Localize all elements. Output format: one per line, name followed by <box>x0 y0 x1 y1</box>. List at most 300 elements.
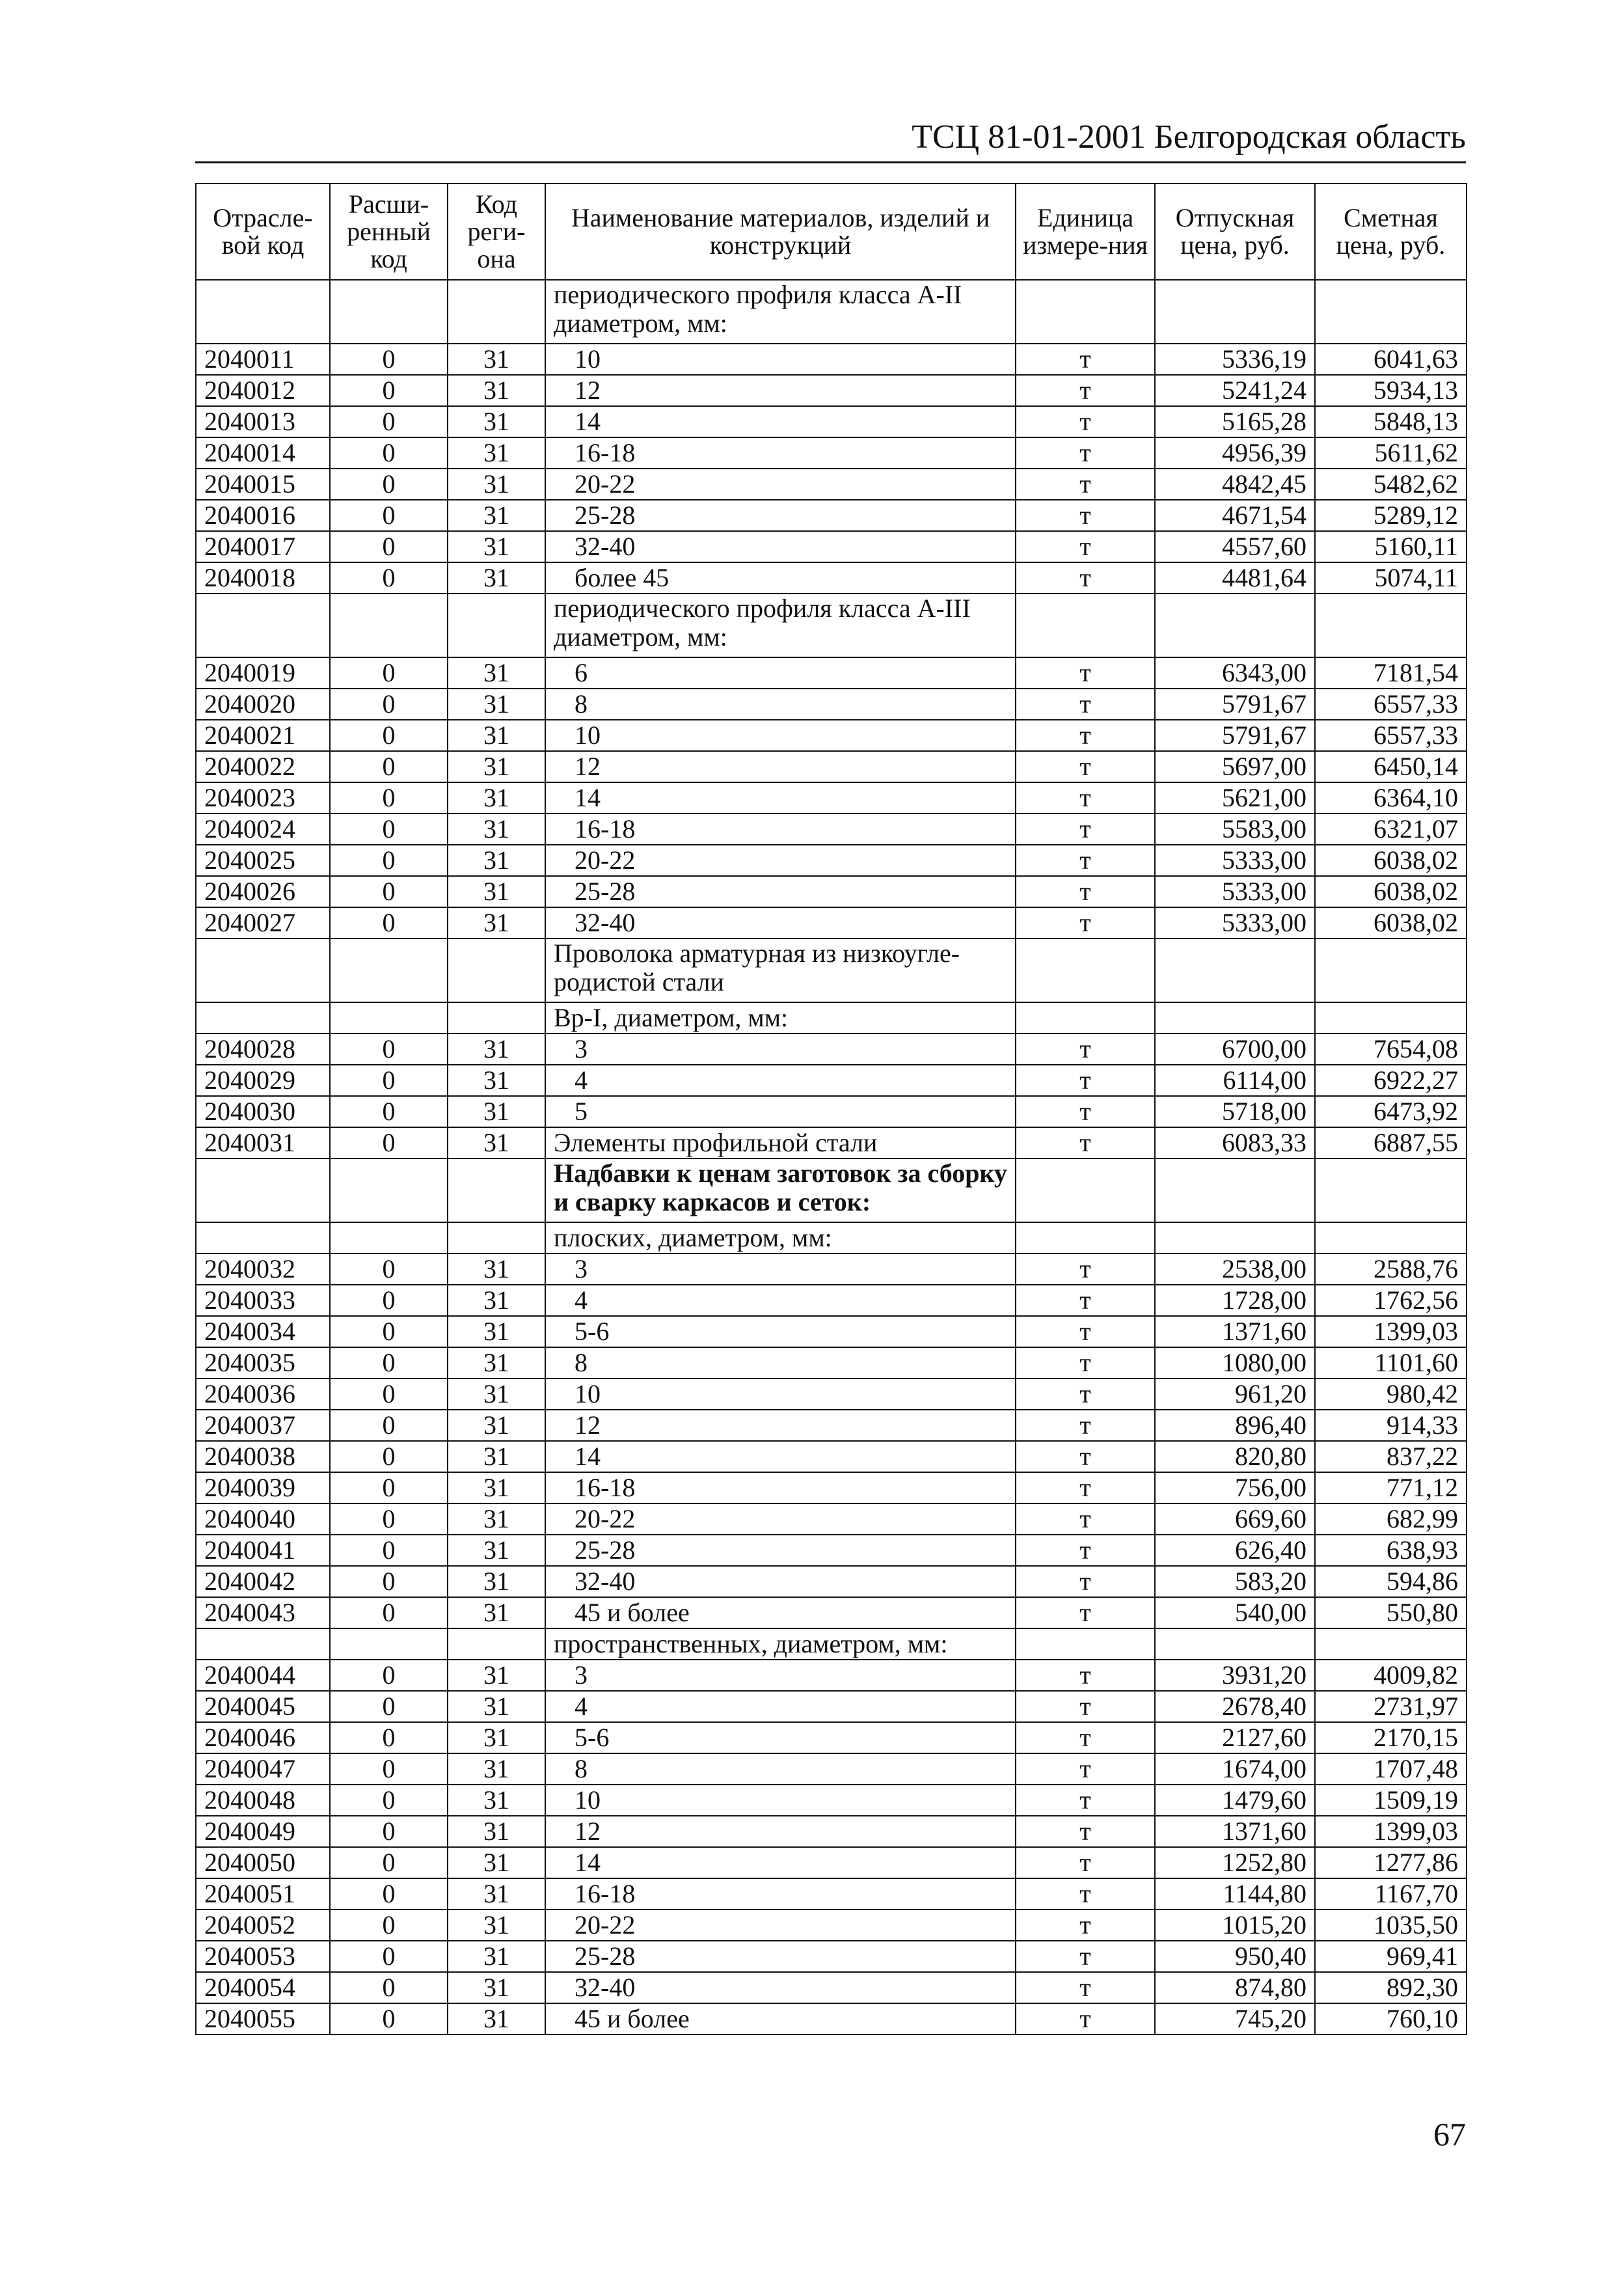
cell-release-price: 1674,00 <box>1155 1753 1315 1785</box>
cell-extended-code: 0 <box>330 907 448 939</box>
table-row <box>196 562 1467 594</box>
cell-region-code: 31 <box>448 657 545 689</box>
cell-name: 14 <box>545 1441 1016 1472</box>
cell-estimate-price: 4009,82 <box>1315 1660 1467 1691</box>
cell-extended-code <box>330 939 448 1002</box>
table-row <box>196 500 1467 531</box>
cell-region-code: 31 <box>448 1535 545 1566</box>
cell-region-code: 31 <box>448 531 545 562</box>
cell-unit: т <box>1016 1285 1155 1316</box>
table-row <box>196 907 1467 939</box>
table-row <box>196 1347 1467 1378</box>
cell-estimate-price: 682,99 <box>1315 1503 1467 1535</box>
cell-release-price: 5333,00 <box>1155 907 1315 939</box>
cell-extended-code: 0 <box>330 751 448 782</box>
cell-name: 12 <box>545 751 1016 782</box>
column-header-estimate-price: Сметная цена, руб. <box>1315 184 1467 280</box>
cell-extended-code: 0 <box>330 1441 448 1472</box>
cell-unit: т <box>1016 1034 1155 1065</box>
cell-region-code <box>448 1002 545 1034</box>
cell-branch-code <box>196 1628 330 1660</box>
table-section-row <box>196 939 1467 1002</box>
cell-unit: т <box>1016 876 1155 907</box>
cell-unit: т <box>1016 1785 1155 1816</box>
cell-estimate-price <box>1315 1628 1467 1660</box>
table-row <box>196 1878 1467 1910</box>
cell-unit: т <box>1016 657 1155 689</box>
cell-branch-code: 2040053 <box>196 1941 330 1972</box>
cell-unit: т <box>1016 375 1155 406</box>
cell-release-price: 756,00 <box>1155 1472 1315 1503</box>
cell-name: 25-28 <box>545 1941 1016 1972</box>
cell-release-price: 1144,80 <box>1155 1878 1315 1910</box>
table-row <box>196 375 1467 406</box>
cell-branch-code: 2040035 <box>196 1347 330 1378</box>
cell-extended-code: 0 <box>330 657 448 689</box>
cell-name: 20-22 <box>545 1503 1016 1535</box>
cell-release-price: 5791,67 <box>1155 720 1315 751</box>
cell-unit: т <box>1016 1972 1155 2003</box>
cell-branch-code: 2040022 <box>196 751 330 782</box>
table-row <box>196 751 1467 782</box>
cell-unit: т <box>1016 689 1155 720</box>
cell-estimate-price: 1277,86 <box>1315 1847 1467 1878</box>
cell-name: 20-22 <box>545 1910 1016 1941</box>
table-row <box>196 1847 1467 1878</box>
cell-release-price: 5336,19 <box>1155 344 1315 375</box>
cell-branch-code: 2040054 <box>196 1972 330 2003</box>
cell-region-code: 31 <box>448 1441 545 1472</box>
cell-estimate-price: 6041,63 <box>1315 344 1467 375</box>
cell-branch-code: 2040051 <box>196 1878 330 1910</box>
cell-name: 32-40 <box>545 1972 1016 2003</box>
cell-extended-code: 0 <box>330 1347 448 1378</box>
cell-estimate-price: 969,41 <box>1315 1941 1467 1972</box>
cell-unit: т <box>1016 1378 1155 1410</box>
cell-estimate-price: 2731,97 <box>1315 1691 1467 1722</box>
cell-name: 3 <box>545 1034 1016 1065</box>
cell-name: 16-18 <box>545 1878 1016 1910</box>
table-row <box>196 689 1467 720</box>
cell-branch-code: 2040023 <box>196 782 330 814</box>
cell-branch-code: 2040017 <box>196 531 330 562</box>
cell-region-code: 31 <box>448 1847 545 1878</box>
cell-unit: т <box>1016 751 1155 782</box>
table-row <box>196 531 1467 562</box>
table-row <box>196 1785 1467 1816</box>
cell-name: 4 <box>545 1691 1016 1722</box>
cell-branch-code: 2040046 <box>196 1722 330 1753</box>
table-row <box>196 1065 1467 1096</box>
cell-release-price: 745,20 <box>1155 2003 1315 2035</box>
cell-unit: т <box>1016 1096 1155 1127</box>
cell-unit: т <box>1016 437 1155 469</box>
cell-branch-code: 2040024 <box>196 814 330 845</box>
cell-unit: т <box>1016 1878 1155 1910</box>
cell-release-price: 896,40 <box>1155 1410 1315 1441</box>
cell-name: периодического профиля класса А-III диаметром, мм: <box>545 594 1016 657</box>
cell-release-price: 4481,64 <box>1155 562 1315 594</box>
cell-unit: т <box>1016 1065 1155 1096</box>
cell-region-code: 31 <box>448 876 545 907</box>
cell-region-code: 31 <box>448 2003 545 2035</box>
cell-unit: т <box>1016 406 1155 437</box>
cell-name: 20-22 <box>545 469 1016 500</box>
cell-release-price: 1015,20 <box>1155 1910 1315 1941</box>
cell-region-code: 31 <box>448 814 545 845</box>
cell-estimate-price: 2588,76 <box>1315 1254 1467 1285</box>
cell-name: 8 <box>545 1347 1016 1378</box>
cell-extended-code: 0 <box>330 1034 448 1065</box>
cell-release-price: 3931,20 <box>1155 1660 1315 1691</box>
column-header-extended-code: Расши-ренный код <box>330 184 448 280</box>
table-section-row <box>196 280 1467 344</box>
cell-estimate-price: 6473,92 <box>1315 1096 1467 1127</box>
table-row <box>196 1254 1467 1285</box>
cell-extended-code: 0 <box>330 1597 448 1628</box>
cell-estimate-price: 6922,27 <box>1315 1065 1467 1096</box>
cell-release-price: 5621,00 <box>1155 782 1315 814</box>
cell-extended-code: 0 <box>330 1941 448 1972</box>
cell-branch-code <box>196 1002 330 1034</box>
cell-estimate-price: 550,80 <box>1315 1597 1467 1628</box>
cell-unit <box>1016 280 1155 344</box>
cell-name: 16-18 <box>545 1472 1016 1503</box>
cell-unit <box>1016 1628 1155 1660</box>
cell-release-price: 5333,00 <box>1155 845 1315 876</box>
cell-branch-code: 2040047 <box>196 1753 330 1785</box>
cell-unit: т <box>1016 1347 1155 1378</box>
cell-region-code: 31 <box>448 1347 545 1378</box>
cell-extended-code: 0 <box>330 1410 448 1441</box>
cell-extended-code: 0 <box>330 1691 448 1722</box>
cell-region-code: 31 <box>448 1878 545 1910</box>
cell-unit: т <box>1016 720 1155 751</box>
cell-region-code: 31 <box>448 437 545 469</box>
cell-branch-code: 2040045 <box>196 1691 330 1722</box>
cell-release-price: 1371,60 <box>1155 1316 1315 1347</box>
cell-name: 45 и более <box>545 1597 1016 1628</box>
table-row <box>196 1660 1467 1691</box>
cell-extended-code: 0 <box>330 1378 448 1410</box>
table-row <box>196 720 1467 751</box>
table-row <box>196 1972 1467 2003</box>
cell-region-code: 31 <box>448 1065 545 1096</box>
cell-name: 10 <box>545 344 1016 375</box>
table-body <box>196 280 1467 2035</box>
cell-name: 25-28 <box>545 876 1016 907</box>
cell-estimate-price: 6038,02 <box>1315 876 1467 907</box>
cell-extended-code: 0 <box>330 1472 448 1503</box>
table-row <box>196 782 1467 814</box>
cell-branch-code: 2040025 <box>196 845 330 876</box>
cell-branch-code: 2040013 <box>196 406 330 437</box>
cell-branch-code: 2040020 <box>196 689 330 720</box>
cell-unit: т <box>1016 845 1155 876</box>
cell-extended-code: 0 <box>330 782 448 814</box>
cell-region-code: 31 <box>448 375 545 406</box>
column-header-region-code: Код реги-она <box>448 184 545 280</box>
table-row <box>196 657 1467 689</box>
cell-region-code: 31 <box>448 1910 545 1941</box>
cell-name: Надбавки к ценам заготовок за сборку и сварку каркасов и сеток: <box>545 1158 1016 1222</box>
cell-estimate-price: 5934,13 <box>1315 375 1467 406</box>
table-row <box>196 1816 1467 1847</box>
cell-estimate-price <box>1315 939 1467 1002</box>
cell-estimate-price: 760,10 <box>1315 2003 1467 2035</box>
cell-branch-code: 2040039 <box>196 1472 330 1503</box>
table-section-row <box>196 1222 1467 1254</box>
column-header-unit: Единица измере-ния <box>1016 184 1155 280</box>
cell-release-price <box>1155 1158 1315 1222</box>
cell-estimate-price: 1167,70 <box>1315 1878 1467 1910</box>
cell-branch-code: 2040052 <box>196 1910 330 1941</box>
page-number: 67 <box>1433 2116 1466 2152</box>
table-row <box>196 876 1467 907</box>
cell-unit: т <box>1016 1503 1155 1535</box>
column-header-name: Наименование материалов, изделий и конструкций <box>545 184 1016 280</box>
cell-branch-code: 2040028 <box>196 1034 330 1065</box>
cell-branch-code: 2040034 <box>196 1316 330 1347</box>
cell-name: 16-18 <box>545 437 1016 469</box>
cell-unit <box>1016 1002 1155 1034</box>
cell-region-code <box>448 594 545 657</box>
cell-extended-code: 0 <box>330 845 448 876</box>
cell-release-price: 961,20 <box>1155 1378 1315 1410</box>
cell-estimate-price: 6038,02 <box>1315 907 1467 939</box>
cell-region-code: 31 <box>448 1378 545 1410</box>
cell-release-price: 669,60 <box>1155 1503 1315 1535</box>
cell-extended-code <box>330 280 448 344</box>
cell-estimate-price <box>1315 594 1467 657</box>
cell-extended-code: 0 <box>330 1285 448 1316</box>
cell-release-price <box>1155 939 1315 1002</box>
cell-region-code: 31 <box>448 1816 545 1847</box>
cell-unit <box>1016 1222 1155 1254</box>
cell-extended-code: 0 <box>330 1722 448 1753</box>
cell-release-price: 2127,60 <box>1155 1722 1315 1753</box>
cell-estimate-price: 980,42 <box>1315 1378 1467 1410</box>
table-row <box>196 1378 1467 1410</box>
cell-region-code: 31 <box>448 845 545 876</box>
cell-name: периодического профиля класса А-II диаметром, мм: <box>545 280 1016 344</box>
cell-unit: т <box>1016 1410 1155 1441</box>
cell-unit: т <box>1016 1660 1155 1691</box>
cell-region-code: 31 <box>448 500 545 531</box>
cell-extended-code: 0 <box>330 1972 448 2003</box>
cell-region-code: 31 <box>448 1254 545 1285</box>
cell-extended-code: 0 <box>330 437 448 469</box>
cell-branch-code: 2040031 <box>196 1127 330 1158</box>
cell-name: 5-6 <box>545 1316 1016 1347</box>
table-row <box>196 1722 1467 1753</box>
cell-branch-code: 2040042 <box>196 1566 330 1597</box>
cell-release-price <box>1155 594 1315 657</box>
cell-estimate-price: 6038,02 <box>1315 845 1467 876</box>
cell-name: 12 <box>545 375 1016 406</box>
table-row <box>196 469 1467 500</box>
cell-region-code: 31 <box>448 1472 545 1503</box>
cell-extended-code: 0 <box>330 469 448 500</box>
cell-name: 16-18 <box>545 814 1016 845</box>
cell-extended-code: 0 <box>330 1910 448 1941</box>
table-row <box>196 1566 1467 1597</box>
cell-name: 10 <box>545 1785 1016 1816</box>
table-row <box>196 1410 1467 1441</box>
cell-name: 3 <box>545 1254 1016 1285</box>
cell-release-price: 6114,00 <box>1155 1065 1315 1096</box>
cell-estimate-price: 638,93 <box>1315 1535 1467 1566</box>
cell-release-price: 1479,60 <box>1155 1785 1315 1816</box>
cell-unit: т <box>1016 1816 1155 1847</box>
cell-extended-code: 0 <box>330 1065 448 1096</box>
table-header-row <box>196 184 1467 280</box>
cell-unit: т <box>1016 1127 1155 1158</box>
cell-extended-code: 0 <box>330 876 448 907</box>
cell-extended-code: 0 <box>330 562 448 594</box>
cell-release-price <box>1155 1222 1315 1254</box>
cell-release-price: 950,40 <box>1155 1941 1315 1972</box>
cell-extended-code: 0 <box>330 344 448 375</box>
table-row <box>196 1441 1467 1472</box>
cell-branch-code: 2040036 <box>196 1378 330 1410</box>
column-header-branch-code: Отрасле-вой код <box>196 184 330 280</box>
cell-unit: т <box>1016 1254 1155 1285</box>
table-section-row <box>196 1158 1467 1222</box>
cell-release-price: 5583,00 <box>1155 814 1315 845</box>
cell-release-price: 540,00 <box>1155 1597 1315 1628</box>
cell-estimate-price: 5160,11 <box>1315 531 1467 562</box>
cell-region-code <box>448 1628 545 1660</box>
cell-extended-code <box>330 594 448 657</box>
cell-release-price: 4956,39 <box>1155 437 1315 469</box>
cell-name: 8 <box>545 1753 1016 1785</box>
cell-name: Элементы профильной стали <box>545 1127 1016 1158</box>
table-row <box>196 1096 1467 1127</box>
cell-branch-code: 2040014 <box>196 437 330 469</box>
cell-unit: т <box>1016 1941 1155 1972</box>
cell-unit: т <box>1016 1441 1155 1472</box>
cell-estimate-price: 7181,54 <box>1315 657 1467 689</box>
table-row <box>196 1691 1467 1722</box>
cell-extended-code: 0 <box>330 1503 448 1535</box>
cell-name: 32-40 <box>545 531 1016 562</box>
cell-unit: т <box>1016 1691 1155 1722</box>
table-row <box>196 1034 1467 1065</box>
table-section-row <box>196 594 1467 657</box>
cell-extended-code: 0 <box>330 1316 448 1347</box>
cell-region-code: 31 <box>448 689 545 720</box>
cell-region-code: 31 <box>448 1566 545 1597</box>
cell-branch-code: 2040011 <box>196 344 330 375</box>
cell-estimate-price: 5848,13 <box>1315 406 1467 437</box>
cell-region-code: 31 <box>448 1597 545 1628</box>
cell-extended-code: 0 <box>330 375 448 406</box>
table-row <box>196 1316 1467 1347</box>
cell-unit: т <box>1016 1316 1155 1347</box>
cell-extended-code: 0 <box>330 2003 448 2035</box>
cell-name: 45 и более <box>545 2003 1016 2035</box>
table-row <box>196 1535 1467 1566</box>
cell-branch-code: 2040048 <box>196 1785 330 1816</box>
cell-estimate-price: 837,22 <box>1315 1441 1467 1472</box>
table-row <box>196 1597 1467 1628</box>
cell-branch-code: 2040040 <box>196 1503 330 1535</box>
cell-name: 14 <box>545 782 1016 814</box>
cell-extended-code <box>330 1002 448 1034</box>
cell-estimate-price: 5482,62 <box>1315 469 1467 500</box>
cell-estimate-price: 1762,56 <box>1315 1285 1467 1316</box>
cell-name: 4 <box>545 1285 1016 1316</box>
cell-extended-code: 0 <box>330 1816 448 1847</box>
cell-release-price: 1371,60 <box>1155 1816 1315 1847</box>
cell-region-code: 31 <box>448 1410 545 1441</box>
cell-release-price: 2538,00 <box>1155 1254 1315 1285</box>
cell-estimate-price: 2170,15 <box>1315 1722 1467 1753</box>
cell-extended-code: 0 <box>330 1254 448 1285</box>
cell-unit: т <box>1016 814 1155 845</box>
cell-name: 6 <box>545 657 1016 689</box>
cell-estimate-price <box>1315 1158 1467 1222</box>
cell-name: 12 <box>545 1816 1016 1847</box>
cell-extended-code: 0 <box>330 1660 448 1691</box>
cell-region-code: 31 <box>448 1753 545 1785</box>
cell-name: 4 <box>545 1065 1016 1096</box>
cell-estimate-price: 6321,07 <box>1315 814 1467 845</box>
cell-unit: т <box>1016 1472 1155 1503</box>
cell-release-price: 874,80 <box>1155 1972 1315 2003</box>
cell-branch-code <box>196 939 330 1002</box>
cell-release-price <box>1155 1628 1315 1660</box>
cell-name: 3 <box>545 1660 1016 1691</box>
cell-branch-code: 2040037 <box>196 1410 330 1441</box>
cell-region-code: 31 <box>448 720 545 751</box>
cell-name: 20-22 <box>545 845 1016 876</box>
cell-unit: т <box>1016 1597 1155 1628</box>
cell-branch-code: 2040026 <box>196 876 330 907</box>
cell-branch-code <box>196 280 330 344</box>
cell-extended-code: 0 <box>330 720 448 751</box>
cell-name: 25-28 <box>545 1535 1016 1566</box>
cell-unit: т <box>1016 469 1155 500</box>
cell-branch-code: 2040032 <box>196 1254 330 1285</box>
table-row <box>196 814 1467 845</box>
cell-region-code: 31 <box>448 1785 545 1816</box>
table-row <box>196 1285 1467 1316</box>
cell-branch-code: 2040038 <box>196 1441 330 1472</box>
cell-release-price: 6700,00 <box>1155 1034 1315 1065</box>
cell-estimate-price: 1509,19 <box>1315 1785 1467 1816</box>
cell-region-code: 31 <box>448 1503 545 1535</box>
table-row <box>196 1503 1467 1535</box>
cell-release-price: 820,80 <box>1155 1441 1315 1472</box>
cell-extended-code: 0 <box>330 1847 448 1878</box>
cell-unit: т <box>1016 500 1155 531</box>
column-header-release-price: Отпускная цена, руб. <box>1155 184 1315 280</box>
cell-name: 25-28 <box>545 500 1016 531</box>
cell-branch-code: 2040041 <box>196 1535 330 1566</box>
cell-extended-code: 0 <box>330 1566 448 1597</box>
cell-release-price: 1252,80 <box>1155 1847 1315 1878</box>
cell-release-price: 1728,00 <box>1155 1285 1315 1316</box>
cell-region-code: 31 <box>448 344 545 375</box>
cell-branch-code: 2040018 <box>196 562 330 594</box>
cell-region-code: 31 <box>448 469 545 500</box>
cell-release-price: 6083,33 <box>1155 1127 1315 1158</box>
cell-unit <box>1016 939 1155 1002</box>
cell-unit: т <box>1016 531 1155 562</box>
cell-estimate-price: 892,30 <box>1315 1972 1467 2003</box>
